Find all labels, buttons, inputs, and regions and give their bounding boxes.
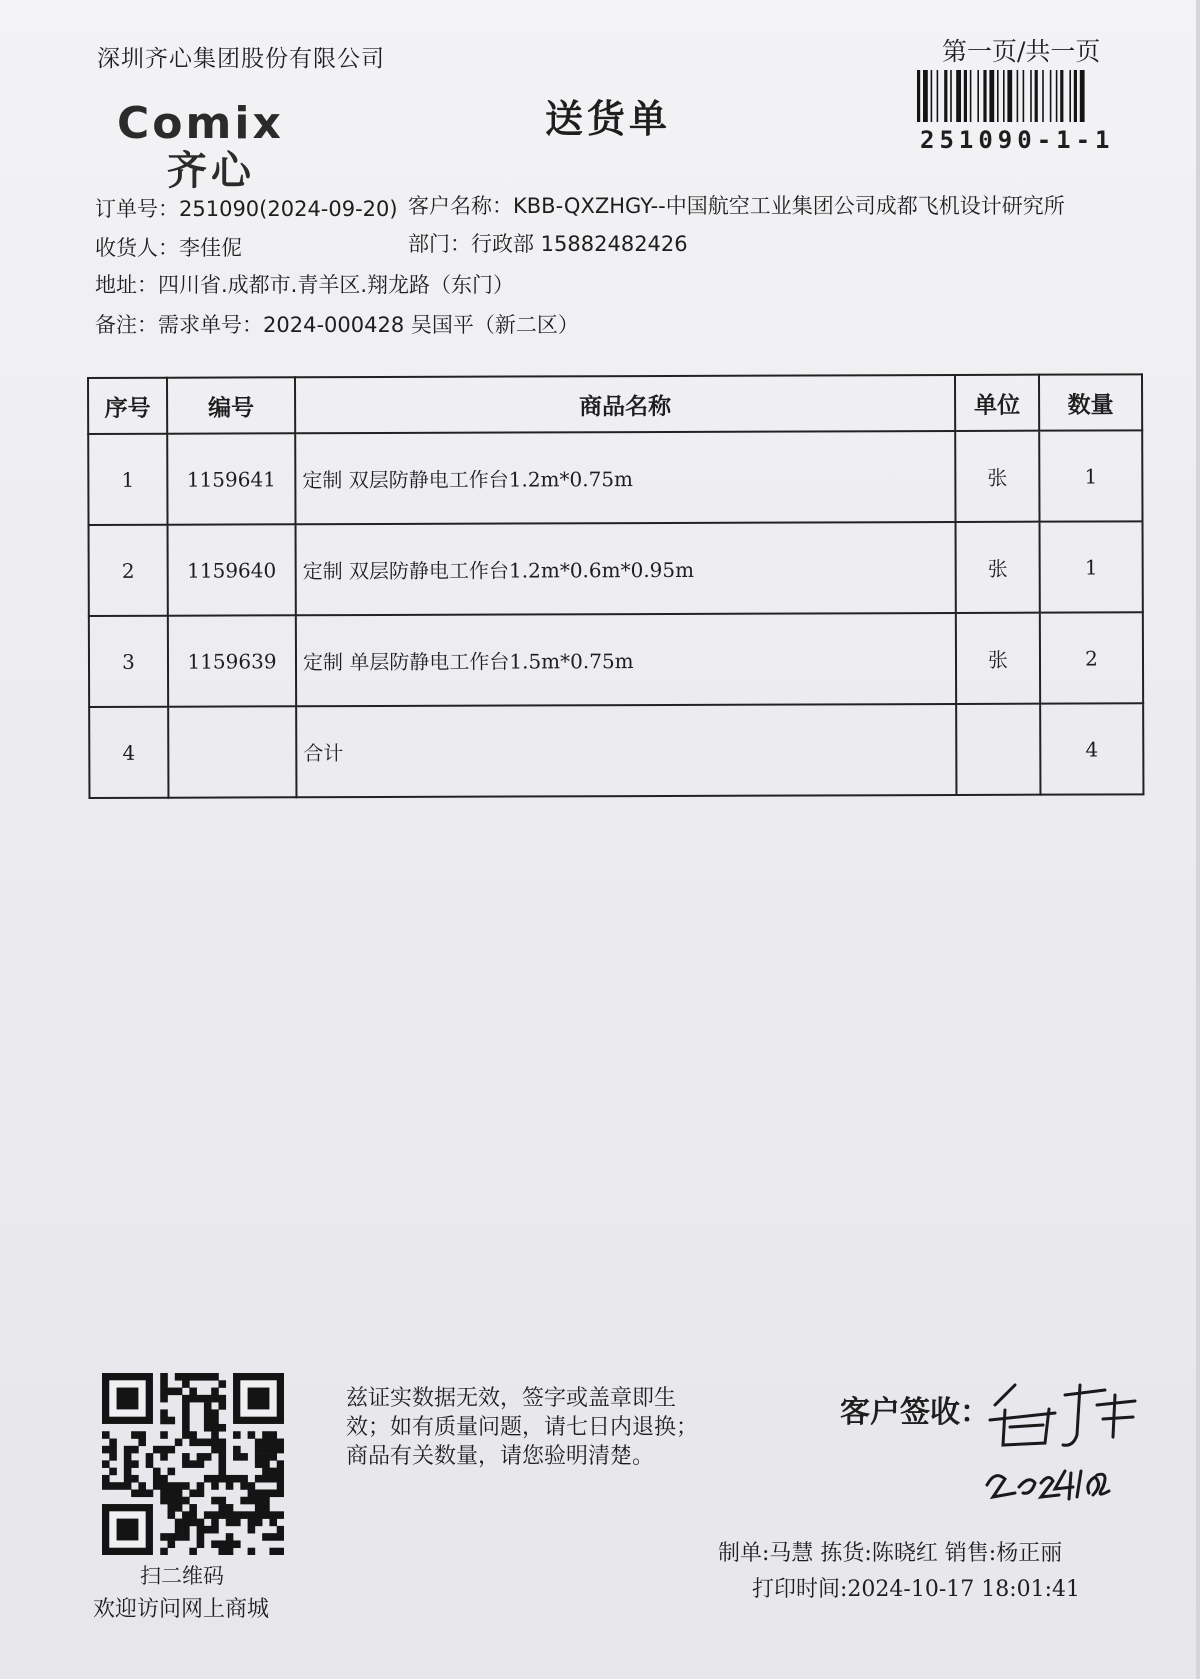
barcode-image (917, 70, 1132, 122)
cell-seq: 2 (89, 525, 168, 616)
barcode-number: 251090-1-1 (920, 126, 1115, 154)
cell-qty: 1 (1039, 430, 1142, 521)
table-row (89, 612, 1143, 707)
address: 地址：四川省.成都市.青羊区.翔龙路（东门） (95, 273, 515, 297)
cell-code: 1159640 (168, 524, 296, 615)
customer-name: 客户名称：KBB-QXZHGY--中国航空工业集团公司成都飞机设计研究所 (408, 194, 1065, 218)
remarks: 备注：需求单号：2024-000428 吴国平（新二区） (95, 313, 579, 337)
table-header-row (88, 374, 1142, 434)
department: 部门：行政部 15882482426 (408, 232, 688, 256)
customer-sign-label: 客户签收： (840, 1395, 990, 1430)
notice-line: 兹证实数据无效，签字或盖章即生 (346, 1386, 677, 1411)
logo-text-cn: 齐心 (167, 148, 255, 190)
order-number: 订单号：251090(2024-09-20) (95, 197, 398, 221)
paper-edge (1196, 0, 1200, 1679)
cell-unit (956, 704, 1040, 795)
header-unit: 单位 (955, 375, 1039, 431)
cell-code: 1159639 (168, 615, 296, 706)
cell-unit: 张 (955, 431, 1039, 522)
cell-qty: 2 (1040, 612, 1143, 703)
receiver: 收货人：李佳伲 (95, 236, 242, 260)
header-seq: 序号 (88, 378, 167, 434)
cell-seq: 3 (89, 616, 168, 707)
cell-name: 定制 双层防静电工作台1.2m*0.6m*0.95m (296, 522, 956, 615)
header-name: 商品名称 (295, 375, 955, 433)
company-name: 深圳齐心集团股份有限公司 (97, 46, 385, 72)
staff-info: 制单:马慧 拣货:陈晓红 销售:杨正丽 (718, 1541, 1063, 1566)
cell-qty: 4 (1040, 703, 1143, 794)
cell-code: 1159641 (167, 433, 295, 524)
document-title: 送货单 (545, 97, 672, 141)
goods-table (87, 373, 1144, 799)
notice-line: 商品有关数量，请您验明清楚。 (346, 1444, 655, 1469)
handwritten-signature (985, 1375, 1145, 1505)
table-total-row (89, 703, 1143, 798)
cell-unit: 张 (956, 522, 1040, 613)
cell-name: 合计 (296, 704, 956, 797)
cell-code (168, 706, 296, 797)
cell-unit: 张 (956, 613, 1040, 704)
cell-seq: 4 (89, 707, 168, 798)
cell-name: 定制 单层防静电工作台1.5m*0.75m (296, 613, 956, 706)
header-code: 编号 (167, 377, 295, 433)
table-row (89, 521, 1143, 616)
cell-seq: 1 (88, 434, 167, 525)
qr-caption: 扫二维码 (140, 1564, 224, 1588)
notice-line: 效；如有质量问题，请七日内退换； (346, 1415, 699, 1440)
comix-logo (115, 96, 345, 190)
header-qty: 数量 (1039, 374, 1142, 430)
table-row (88, 430, 1142, 525)
page-indicator: 第一页/共一页 (942, 37, 1101, 66)
print-time: 打印时间:2024-10-17 18:01:41 (752, 1577, 1081, 1602)
cell-qty: 1 (1040, 521, 1143, 612)
qr-subcaption: 欢迎访问网上商城 (93, 1597, 270, 1622)
cell-name: 定制 双层防静电工作台1.2m*0.75m (295, 431, 955, 524)
logo-text-en: Comix (117, 98, 284, 149)
receipt-notice (346, 1384, 698, 1471)
qr-code-image[interactable] (102, 1373, 284, 1555)
